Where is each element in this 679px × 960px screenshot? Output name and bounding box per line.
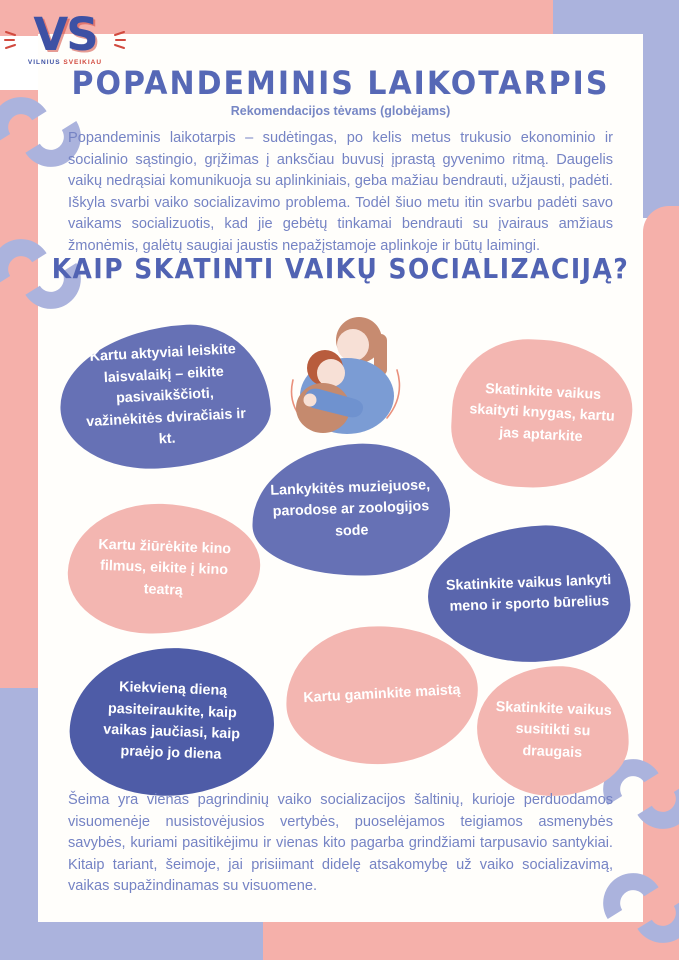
- logo-org-word2: SVEIKIAU: [63, 59, 103, 66]
- tip-bubble-text: Skatinkite vaikus skaityti knygas, kartu jas aptarkite: [468, 380, 616, 445]
- logo-org-word1: VILNIUS: [27, 59, 61, 66]
- page-title: POPANDEMINIS LAIKOTARPIS: [71, 64, 610, 103]
- tip-bubble-text: Skatinkite vaikus susitikti su draugais: [495, 698, 613, 761]
- right-periwinkle-column: [643, 0, 679, 218]
- outro-paragraph: Šeima yra vienas pagrindinių vaiko socializacijos šaltinių, kurioje perduodamos visuomenėje nusistovėjusios vertybės, puoselėjamos teigiamos asmenybės savybės, kuriami pasitikėjimu ir vienas kito pagarba grindžiami tarpusavio santykiai. Kitaip tariant, šeimoje, jai prisiimant didelę atsakomybę už vaiko socializavimą, vaikas supažindinamas su visuomene.: [68, 792, 613, 895]
- left-periwinkle-column: [0, 688, 38, 960]
- logo-spark-icon: [112, 26, 126, 52]
- tip-bubble-text: Kartu aktyviai leiskite laisvalaikį – eikite pasivaikščioti, važinėkitės dviračiais ir kt.: [85, 341, 247, 448]
- logo-spark-icon: [4, 26, 18, 52]
- tip-bubble-text: Skatinkite vaikus lankyti meno ir sporto būrelius: [445, 571, 612, 615]
- intro-paragraph: Popandeminis laikotarpis – sudėtingas, po kelis metus trukusio ekonominio ir socialinio sąstingio, grįžimas į anksčiau buvusį įprastą gyvenimo ritmą. Daugelis vaikų nedrąsiai komunikuoja su aplinkiniais, geba mažiau bendrauti, užjausti, padėti. Iškyla svarbi vaiko socializavimo problema. Todėl šiuo metu itin svarbu padėti savo vaikams socializuotis, kad jie gebėtų tinkamai bendrauti su įvairaus amžiaus žmonėmis, galėtų saugiai jaustis nepažįstamoje aplinkoje ir būtų laimingi.: [68, 130, 613, 254]
- bottom-periwinkle-strip: [0, 922, 265, 960]
- vilnius-sveikiau-logo: [10, 8, 120, 66]
- tip-bubble-text: Kiekvieną dieną pasiteiraukite, kaip vaikas jaučiasi, kaip praėjo jo diena: [103, 679, 241, 764]
- logo-initials: VS: [33, 8, 97, 61]
- tip-bubble-text: Kartu gaminkite maistą: [302, 682, 461, 707]
- parent-hugging-child-illustration: [281, 308, 407, 445]
- tip-bubble-text: Kartu žiūrėkite kino filmus, eikite į kino teatrą: [98, 536, 232, 599]
- tip-bubble-text: Lankykitės muziejuose, parodose ar zoologijos sode: [270, 477, 431, 540]
- page-subtitle: Rekomendacijos tėvams (globėjams): [230, 104, 451, 118]
- section-heading: KAIP SKATINTI VAIKŲ SOCIALIZACIJĄ?: [51, 252, 630, 285]
